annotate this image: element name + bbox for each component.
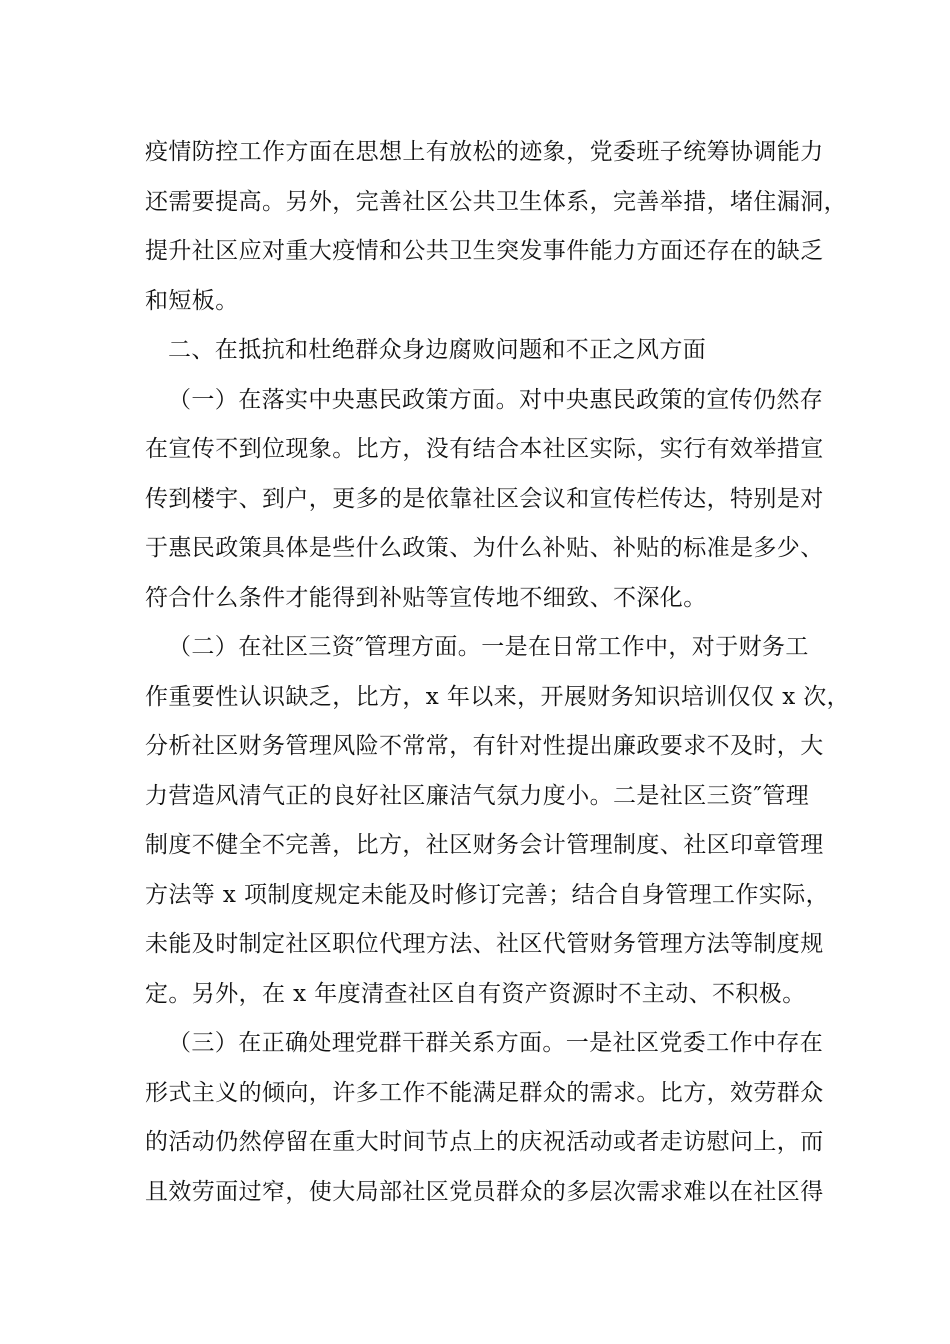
- text-line: 符合什么条件才能得到补贴等宣传地不细致、不深化。: [145, 584, 707, 611]
- text-line: 且效劳面过窄，使大局部社区党员群众的多层次需求难以在社区得: [145, 1178, 824, 1205]
- text-line: 分析社区财务管理风险不常常，有针对性提出廉政要求不及时，大: [145, 733, 824, 759]
- text-line: 还需要提高。另外，完善社区公共卫生体系，完善举措，堵住漏洞，: [145, 188, 847, 215]
- document-body: [145, 128, 851, 1217]
- text-line: 未能及时制定社区职位代理方法、社区代管财务管理方法等制度规: [145, 931, 824, 957]
- paragraph-start: （一）在落实中央惠民政策方面。对中央惠民政策的宣传仍然存: [168, 386, 824, 413]
- text-line: 方法等 x 项制度规定未能及时修订完善；结合自身管理工作实际，: [145, 881, 829, 908]
- text-line: 在宣传不到位现象。比方，没有结合本社区实际，实行有效举措宣: [145, 436, 824, 462]
- paragraph-start: （二）在社区三资″管理方面。一是在日常工作中，对于财务工: [168, 634, 809, 660]
- text-line: 形式主义的倾向，许多工作不能满足群众的需求。比方，效劳群众: [145, 1079, 824, 1106]
- text-line: 传到楼宇、到户，更多的是依靠社区会议和宣传栏传达，特别是对: [145, 485, 824, 512]
- paragraph-start: （三）在正确处理党群干群关系方面。一是社区党委工作中存在: [168, 1030, 824, 1056]
- text-line: 的活动仍然停留在重大时间节点上的庆祝活动或者走访慰问上，而: [145, 1129, 824, 1155]
- text-line: 疫情防控工作方面在思想上有放松的迹象，党委班子统筹协调能力: [145, 139, 824, 165]
- text-line: 和短板。: [145, 287, 239, 314]
- text-line: 作重要性认识缺乏，比方，x 年以来，开展财务知识培训仅仅 x 次，: [145, 683, 851, 710]
- text-line: 力营造风清气正的良好社区廉洁气氛力度小。二是社区三资″管理: [145, 782, 810, 809]
- text-line: 定。另外，在 x 年度清查社区自有资产资源时不主动、不积极。: [145, 980, 806, 1007]
- section-heading: 二、在抵抗和杜绝群众身边腐败问题和不正之风方面: [168, 337, 707, 363]
- text-line: 制度不健全不完善，比方，社区财务会计管理制度、社区印章管理: [145, 832, 824, 858]
- text-line: 提升社区应对重大疫情和公共卫生突发事件能力方面还存在的缺乏: [145, 238, 824, 264]
- text-line: 于惠民政策具体是些什么政策、为什么补贴、补贴的标准是多少、: [145, 535, 824, 561]
